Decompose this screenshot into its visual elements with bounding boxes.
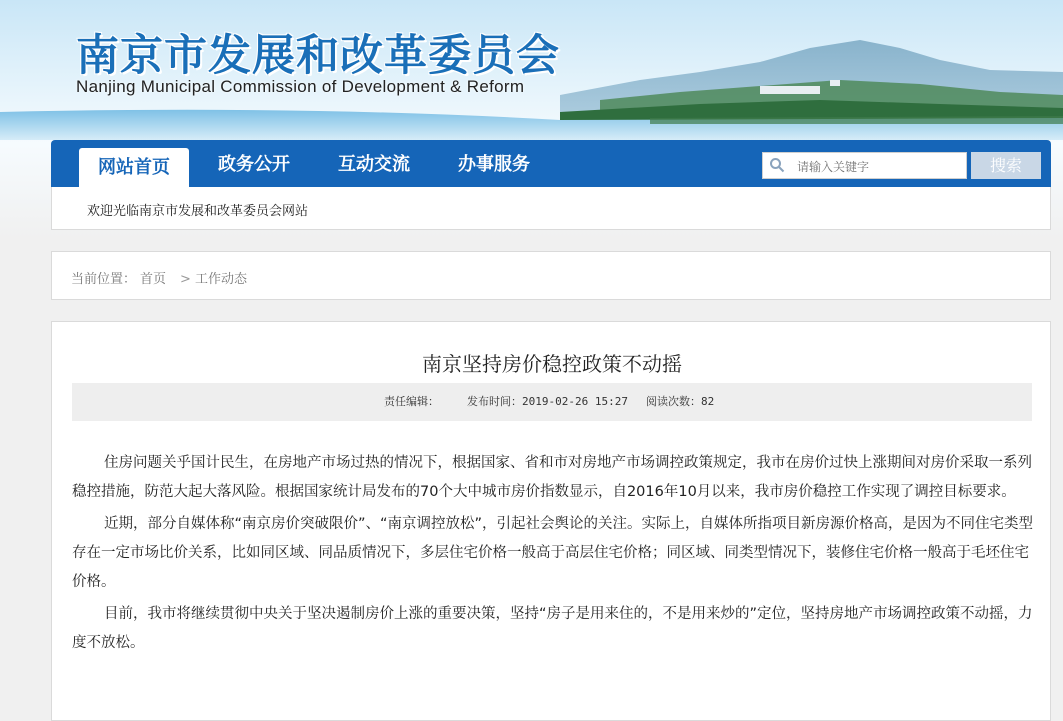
breadcrumb-separator: > [180, 272, 191, 287]
meta-views: 阅读次数：82 [646, 395, 715, 408]
nav-services[interactable]: 办事服务 [458, 154, 530, 175]
article-paragraph: 目前，我市将继续贯彻中央关于坚决遏制房价上涨的重要决策，坚持“房子是用来住的，不是用来炒的”定位，坚持房地产市场调控政策不动摇，力度不放松。 [72, 606, 1033, 651]
search-input[interactable] [795, 155, 964, 178]
breadcrumb [51, 251, 1051, 300]
article-title: 南京坚持房价稳控政策不动摇 [422, 352, 682, 376]
breadcrumb-home[interactable]: 首页 [140, 272, 167, 287]
site-subtitle: Nanjing Municipal Commission of Development & Reform [76, 77, 525, 96]
article-panel [51, 321, 1051, 721]
meta-publish-time: 发布时间：2019-02-26 15:27 [467, 395, 628, 408]
nav-home[interactable]: 网站首页 [79, 148, 189, 187]
search-box [762, 152, 967, 179]
meta-editor: 责任编辑： [384, 395, 439, 408]
nav-interaction[interactable]: 互动交流 [338, 154, 410, 175]
welcome-bar [51, 187, 1051, 230]
breadcrumb-current[interactable]: 工作动态 [194, 272, 247, 287]
article-paragraph: 住房问题关乎国计民生，在房地产市场过热的情况下，根据国家、省和市对房地产市场调控政策规定，我市在房价过快上涨期间对房价采取一系列稳控措施，防范大起大落风险。根据国家统计局发布的70个大中城市房价指数显示，自2016年10月以来，我市房价稳控工作实现了调控目标要求。 [72, 455, 1032, 500]
article-body [72, 449, 1037, 661]
article-paragraph: 近期，部分自媒体称“南京房价突破限价”、“南京调控放松”，引起社会舆论的关注。实际上，自媒体所指项目新房源价格高，是因为不同住宅类型存在一定市场比价关系，比如同区域、同品质情况下，多层住宅价格一般高于高层住宅价格；同区域、同类型情况下，装修住宅价格一般高于毛坯住宅价格。 [72, 516, 1034, 590]
welcome-text: 欢迎光临南京市发展和改革委员会网站 [87, 204, 309, 219]
article-meta [72, 383, 1032, 421]
breadcrumb-label: 当前位置： [71, 272, 137, 287]
search-icon [769, 157, 785, 177]
site-title: 南京市发展和改革委员会 [76, 31, 560, 81]
search-button[interactable]: 搜索 [971, 152, 1041, 179]
nav-government-affairs[interactable]: 政务公开 [218, 154, 290, 175]
main-navbar [51, 140, 1051, 187]
